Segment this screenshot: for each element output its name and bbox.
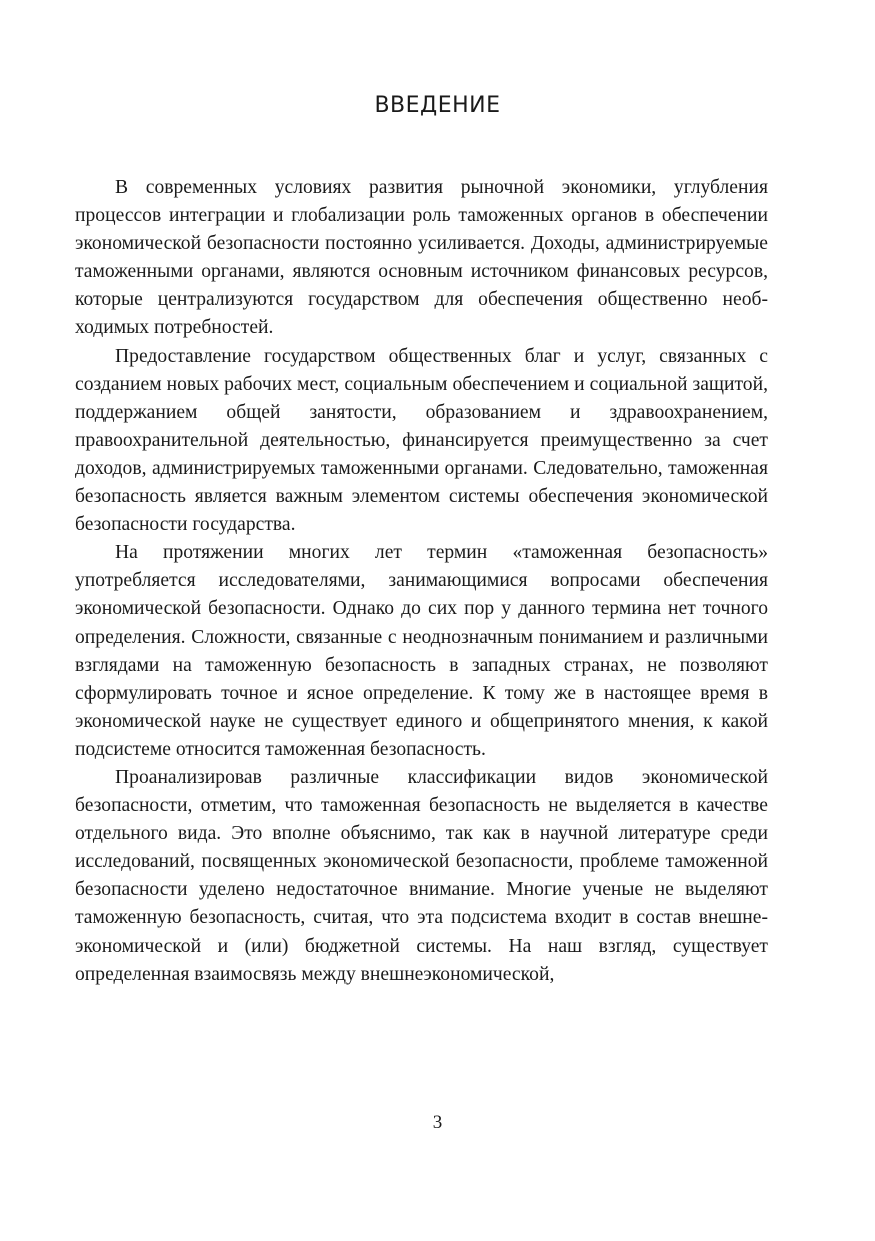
page-title: ВВЕДЕНИЕ xyxy=(374,93,501,118)
paragraph: В современных условиях развития рыночной экономики, углубления процессов интеграции и глобализации роль таможенных органов в обеспечении экономической безопасности постоянно усиливается. Доходы, администрируемые таможенными органами, являются основным источником финансовых ресурсов, которые централизуются государством для обеспечения общественно необходимых потребностей. xyxy=(75,177,768,339)
paragraph: Проанализировав различные классификации видов экономической безопасности, отметим, что таможенная безопасность не выделяется в качестве отдельного вида. Это вполне объяснимо, так как в научной литературе среди исследований, посвященных экономической безопасности, проблеме таможенной безопасности уделено недостаточное внимание. Многие ученые не выделяют таможенную безопасность, считая, что эта подсистема входит в состав внешнеэкономической и (или) бюджетной системы. На наш взгляд, существует определенная взаимосвязь между внешнеэкономической, xyxy=(75,766,768,985)
paragraph: Предоставление государством общественных благ и услуг, связанных с созданием новых рабочих мест, социальным обеспечением и социальной защитой, поддержанием общей занятости, образованием и здравоохранением, правоохранительной деятельностью, финансируется преимущественно за счет доходов, администрируемых таможенными органами. Следовательно, таможенная безопасность является важным элементом системы обеспечения экономической безопасности государства. xyxy=(75,345,768,536)
paragraph: На протяжении многих лет термин «таможенная безопасность» употребляется исследователями, занимающимися вопросами обеспечения экономической безопасности. Однако до сих пор у данного термина нет точного определения. Сложности, связанные с неоднозначным пониманием и различными взглядами на таможенную безопасность в западных странах, не позволяют сформулировать точное и ясное определение. К тому же в настоящее время в экономической науке не существует единого и общепринятого мнения, к какой подсистеме относится таможенная безопасность. xyxy=(75,542,768,760)
body-text xyxy=(75,174,768,989)
page-number: 3 xyxy=(432,1112,443,1133)
